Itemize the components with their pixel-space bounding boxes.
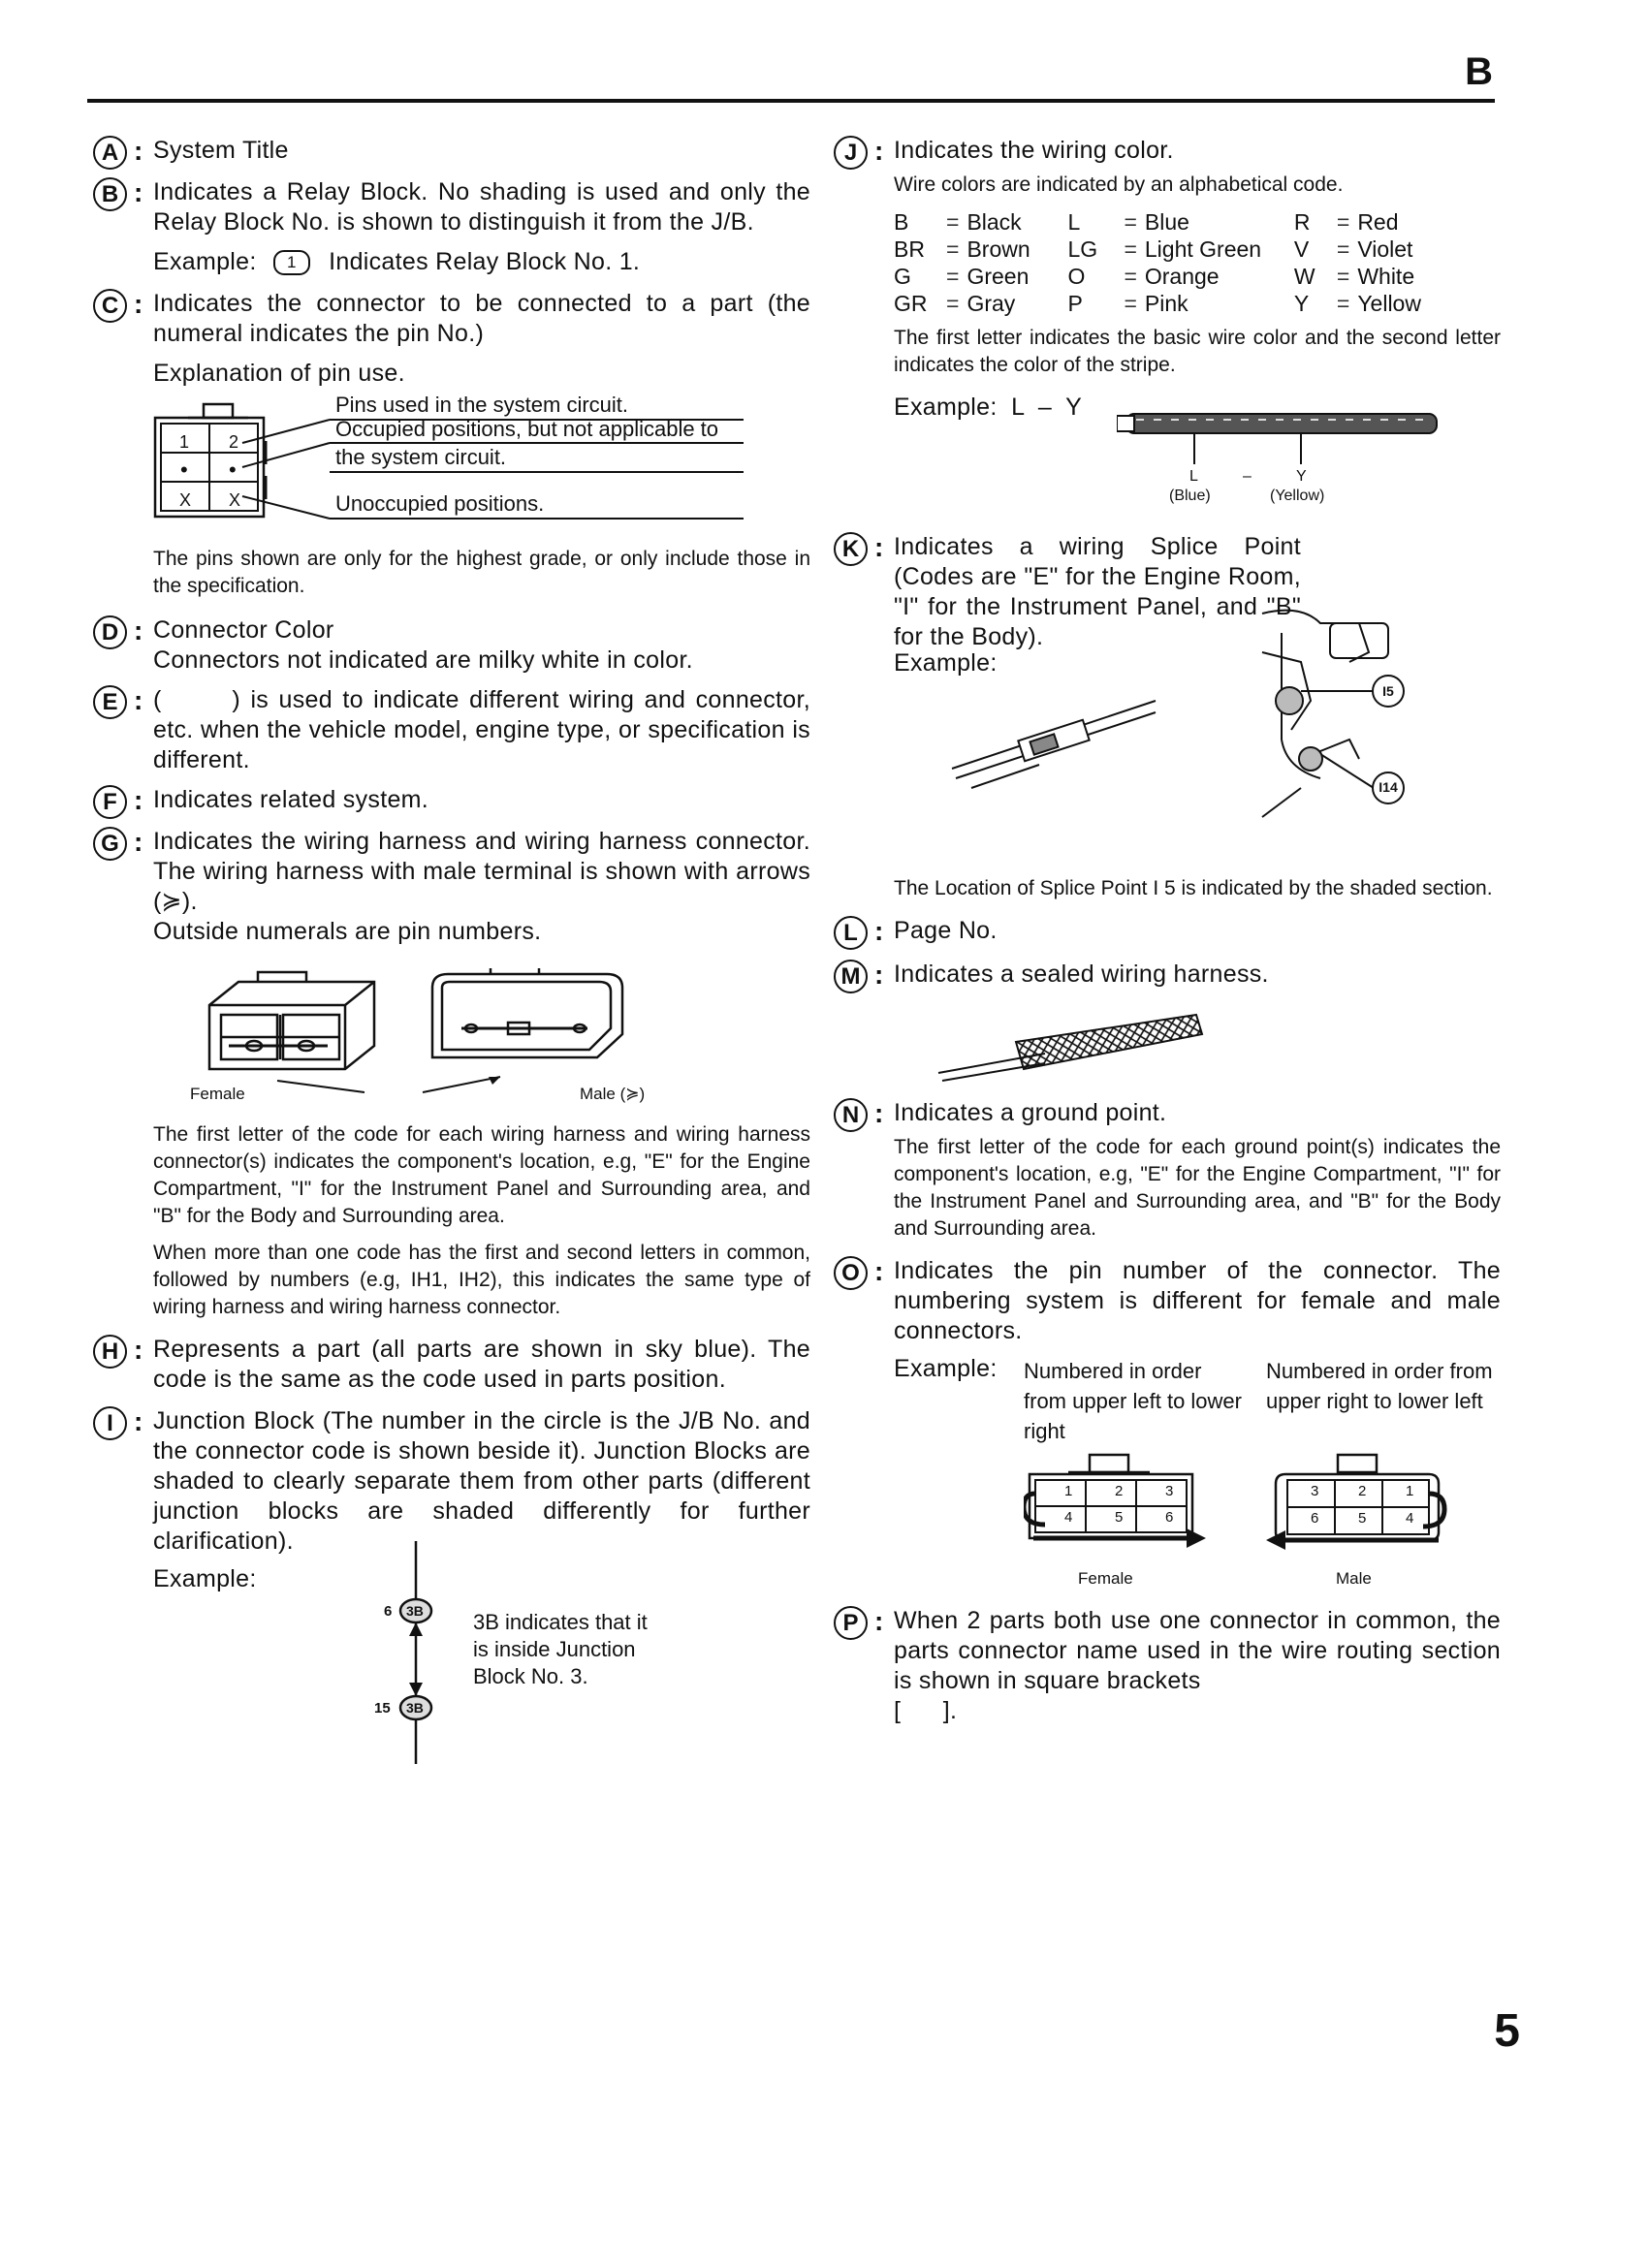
pin-label-unoccupied: Unoccupied positions. — [335, 491, 545, 516]
harness-connector-figure — [153, 968, 810, 1104]
female-pin-4: 4 — [1064, 1509, 1073, 1526]
male-pin-6: 6 — [1311, 1510, 1319, 1527]
jb-top-code: 3B — [406, 1603, 424, 1619]
jb-bottom-pin: 15 — [374, 1700, 391, 1717]
item-j-subtext: Wire colors are indicated by an alphabetical code. — [894, 173, 1344, 196]
example-text: Indicates Relay Block No. 1. — [329, 248, 641, 275]
item-b-example — [153, 247, 810, 277]
item-k-text: Indicates a wiring Splice Point (Codes are "E" for the Engine Room, "I" for the Instrument Panel, and "B" for the Body). — [894, 533, 1301, 650]
sealed-harness-drawing — [929, 1009, 1220, 1087]
marker-h: H : — [93, 1335, 127, 1369]
item-l-text: Page No. — [894, 917, 998, 944]
male-pin-5: 5 — [1358, 1510, 1367, 1527]
item-j — [834, 136, 1501, 519]
male-connector-drawing — [1264, 1451, 1458, 1558]
item-m — [834, 960, 1501, 1087]
item-l — [834, 916, 1501, 946]
marker-b: B : — [93, 177, 127, 211]
wire-dash: – — [1243, 468, 1252, 485]
junction-block-example — [153, 1560, 810, 1783]
splice-note: The Location of Splice Point I 5 is indicated by the shaded section. — [894, 877, 1493, 899]
item-g — [93, 827, 810, 1104]
item-n-note: The first letter of the code for each ground point(s) indicates the component's location, e.g, "E" for the Engine Compartment, "I" for the Instrument Panel and Surrounding area, and "B" for the Body and Surrounding area. — [894, 1136, 1501, 1240]
wire-right-code: Y — [1296, 468, 1307, 485]
item-e-text: ( ) is used to indicate different wiring and connector, etc. when the vehicle model, engine type, or specification is different. — [153, 686, 818, 773]
item-p — [834, 1606, 1501, 1726]
marker-c: C : — [93, 289, 127, 323]
item-d — [93, 615, 810, 676]
wire-left-code: L — [1189, 468, 1198, 485]
female-pin-2: 2 — [1115, 1483, 1124, 1499]
male-label: Male (≽) — [580, 1085, 646, 1103]
male-pin-1: 1 — [1406, 1483, 1414, 1499]
item-c-subheading: Explanation of pin use. — [153, 360, 405, 387]
marker-e: E : — [93, 685, 127, 719]
marker-l: L : — [834, 916, 868, 950]
pin-cell-4: • — [229, 457, 237, 482]
item-d-title: Connector Color — [153, 616, 334, 644]
item-k — [834, 532, 1501, 875]
marker-n: N : — [834, 1098, 868, 1132]
male-connector-label: Male — [1336, 1569, 1372, 1588]
marker-j: J : — [834, 136, 868, 170]
splice-example-label: Example: — [894, 649, 998, 677]
relay-block-symbol: 1 — [273, 250, 310, 275]
item-g-text2: Outside numerals are pin numbers. — [153, 918, 542, 945]
item-h-text: Represents a part (all parts are shown in sky blue). The code is the same as the code used in parts position. — [153, 1336, 810, 1393]
marker-a: A : — [93, 136, 127, 170]
male-pin-2: 2 — [1358, 1483, 1367, 1499]
header-rule — [87, 99, 1495, 103]
pin-cell-3: • — [180, 457, 188, 482]
marker-g: G : — [93, 827, 127, 861]
wire-example-label: Example: L – Y — [894, 394, 1083, 421]
pin-example-label: Example: — [894, 1355, 998, 1382]
item-g-text: Indicates the wiring harness and wiring harness connector. The wiring harness with male terminal is shown with arrows (≽). — [153, 828, 810, 915]
female-numbering-desc: Numbered in order from upper left to lower right — [1024, 1359, 1242, 1443]
item-p-text: When 2 parts both use one connector in common, the parts connector name used in the wire routing section is shown in square brackets — [894, 1607, 1501, 1694]
female-connector-drawing — [1024, 1451, 1208, 1558]
junction-block-drawing — [366, 1541, 454, 1764]
color-row: BR = Brown LG = Light Green V = Violet — [894, 236, 1413, 262]
wire-color-example — [894, 393, 1501, 519]
splice-tag-i14: I14 — [1379, 779, 1398, 795]
junction-block-explanation: 3B indicates that it is inside Junction Block No. 3. — [473, 1610, 648, 1688]
jb-top-pin: 6 — [384, 1603, 393, 1620]
female-label: Female — [190, 1085, 245, 1103]
item-e — [93, 685, 818, 775]
item-o — [834, 1256, 1501, 1596]
pin-note: The pins shown are only for the highest grade, or only include those in the specification. — [153, 548, 810, 597]
male-pin-4: 4 — [1406, 1510, 1414, 1527]
item-f-text: Indicates related system. — [153, 786, 429, 813]
item-c — [93, 289, 810, 530]
male-pin-3: 3 — [1311, 1483, 1319, 1499]
item-c-text: Indicates the connector to be connected to a part (the numeral indicates the pin No.) — [153, 290, 810, 347]
pin-cell-2: 2 — [229, 432, 239, 452]
marker-o: O : — [834, 1256, 868, 1290]
item-a-text: System Title — [153, 137, 289, 164]
jb-bottom-code: 3B — [406, 1700, 424, 1716]
color-row: G = Green O = Orange W = White — [894, 264, 1415, 289]
female-connector-label: Female — [1078, 1569, 1133, 1588]
female-male-connector-drawing — [200, 968, 646, 1104]
item-o-text: Indicates the pin number of the connector. The numbering system is different for female and male connectors. — [894, 1257, 1501, 1344]
item-j-note: The first letter indicates the basic wire color and the second letter indicates the color of the stripe. — [894, 327, 1501, 376]
wire-color-table — [894, 208, 1427, 317]
section-letter: B — [1465, 50, 1493, 93]
item-n — [834, 1098, 1501, 1243]
female-pin-5: 5 — [1115, 1509, 1124, 1526]
item-i — [93, 1406, 810, 1783]
marker-i: I : — [93, 1406, 127, 1440]
item-p-brackets: [ ]. — [894, 1697, 958, 1724]
marker-k: K : — [834, 532, 868, 566]
wire-left-name: (Blue) — [1169, 488, 1211, 504]
striped-wire-drawing — [1117, 406, 1446, 474]
page-number: 5 — [1494, 2005, 1520, 2057]
color-row: B = Black L = Blue R = Red — [894, 209, 1399, 235]
pin-use-diagram — [153, 394, 810, 530]
splice-tag-i5: I5 — [1382, 683, 1394, 699]
item-h — [93, 1335, 810, 1395]
splice-point-drawing — [894, 594, 1437, 827]
female-pin-1: 1 — [1064, 1483, 1073, 1499]
left-column — [93, 136, 818, 1783]
female-pin-3: 3 — [1165, 1483, 1174, 1499]
item-d-text: Connectors not indicated are milky white in color. — [153, 646, 693, 674]
pin-cell-5: X — [179, 490, 192, 510]
pin-cell-1: 1 — [179, 432, 190, 452]
wire-right-name: (Yellow) — [1270, 488, 1325, 504]
marker-f: F : — [93, 785, 127, 819]
pin-label-occupied: Occupied positions, but not applicable to the system circuit. — [335, 417, 719, 469]
item-a — [93, 136, 810, 166]
marker-d: D : — [93, 615, 127, 649]
splice-point-figure — [894, 649, 1501, 875]
item-m-text: Indicates a sealed wiring harness. — [894, 961, 1269, 988]
pin-cell-6: X — [229, 490, 241, 510]
example-label: Example: — [153, 248, 257, 275]
marker-m: M : — [834, 960, 868, 993]
marker-p: P : — [834, 1606, 868, 1640]
item-n-text: Indicates a ground point. — [894, 1099, 1167, 1126]
pin-label-used: Pins used in the system circuit. — [335, 393, 629, 417]
harness-code-note: The first letter of the code for each wiring harness and wiring harness connector(s) indicates the component's location, e.g, "E" for the Engine Compartment, "I" for the Instrument Panel and Surrounding area, and "B" for the Body and Surrounding area. — [153, 1123, 810, 1227]
male-numbering-desc: Numbered in order from upper right to lower left — [1266, 1359, 1493, 1413]
junction-example-label: Example: — [153, 1565, 257, 1592]
item-f — [93, 785, 810, 815]
item-b — [93, 177, 810, 277]
pin-numbering-example — [894, 1354, 1501, 1596]
color-row: GR = Gray P = Pink Y = Yellow — [894, 291, 1421, 316]
item-i-text: Junction Block (The number in the circle is the J/B No. and the connector code is shown beside it). Junction Blocks are shaded to clearly separate them from other parts (different junction blocks are shaded differently for further clarification). — [153, 1407, 810, 1555]
right-column — [834, 136, 1501, 1726]
harness-number-note: When more than one code has the first and second letters in common, followed by numbers (e.g, IH1, IH2), this indicates the same type of wiring harness and wiring harness connector. — [153, 1242, 810, 1318]
item-j-text: Indicates the wiring color. — [894, 137, 1174, 164]
item-b-text: Indicates a Relay Block. No shading is used and only the Relay Block No. is shown to distinguish it from the J/B. — [153, 178, 810, 236]
female-pin-6: 6 — [1165, 1509, 1174, 1526]
